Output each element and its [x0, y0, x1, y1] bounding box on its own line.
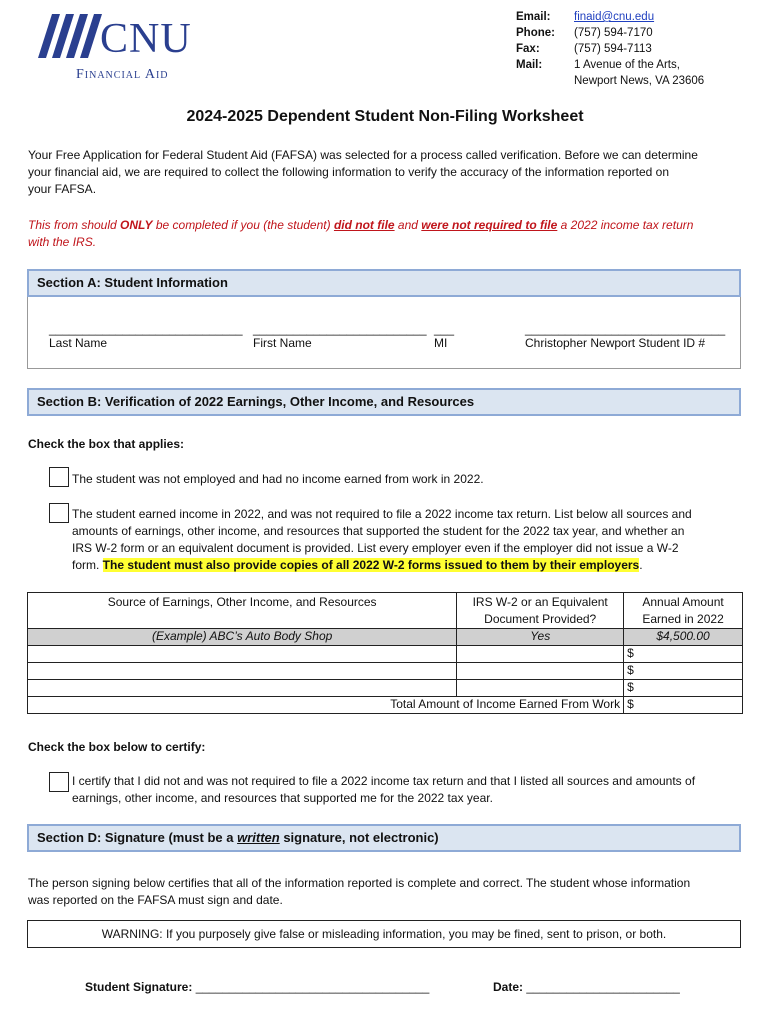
notice-text: and — [394, 218, 422, 232]
option-line: The student earned income in 2022, and was not required to file a 2022 income tax return. List below all sources and — [72, 507, 692, 521]
intro-line: your financial aid, we are required to collect the following information to verify the accuracy of the information reported on — [28, 165, 670, 179]
intro-line: your FAFSA. — [28, 182, 97, 196]
logo-subtitle: Financial Aid — [76, 67, 169, 82]
total-amount-cell[interactable]: $ — [624, 697, 743, 714]
amount-cell[interactable]: $ — [624, 646, 743, 663]
notice-text: a 2022 income tax return — [557, 218, 694, 232]
intro-paragraph — [28, 147, 743, 198]
signature-line: The person signing below certifies that all of the information reported is complete and correct. The student whose information — [28, 876, 691, 890]
no-income-checkbox[interactable] — [49, 467, 69, 487]
student-id-line[interactable]: ______________________________ — [525, 322, 726, 336]
example-source: (Example) ABC’s Auto Body Shop — [28, 629, 457, 646]
mi-line[interactable]: ___ — [434, 322, 455, 336]
notice-only: ONLY — [120, 218, 153, 232]
first-name-line[interactable]: __________________________ — [253, 322, 427, 336]
notice-not-required: were not required to file — [421, 218, 558, 232]
cnu-logo-stripes-icon — [38, 14, 102, 58]
logo-text: CNU — [100, 16, 192, 62]
section-d-title: Section D: Signature (must be a — [37, 830, 238, 845]
mi-label: MI — [434, 336, 448, 350]
option-line: amounts of earnings, other income, and resources that supported the student for the 2022 tax year, and whether an — [72, 524, 685, 538]
fax-value: (757) 594-7113 — [574, 43, 652, 55]
signature-line: was reported on the FAFSA must sign and date. — [28, 893, 283, 907]
example-provided: Yes — [457, 629, 624, 646]
student-id-label: Christopher Newport Student ID # — [525, 336, 706, 350]
provided-cell[interactable] — [457, 680, 624, 697]
table-row — [28, 680, 743, 697]
source-cell[interactable] — [28, 646, 457, 663]
date-field — [493, 979, 680, 996]
earned-income-option-text — [72, 506, 744, 574]
filing-notice — [28, 217, 743, 251]
table-row — [28, 646, 743, 663]
signature-paragraph — [28, 875, 743, 909]
certify-line: earnings, other income, and resources that supported me for the 2022 tax year. — [72, 791, 493, 805]
last-name-label: Last Name — [49, 336, 108, 350]
mail-label-2 — [516, 73, 574, 89]
first-name-label: First Name — [253, 336, 312, 350]
certify-text — [72, 773, 744, 807]
page-title: 2024-2025 Dependent Student Non-Filing Worksheet — [186, 108, 584, 125]
mail-value: 1 Avenue of the Arts, — [574, 59, 680, 71]
col-amount-header — [624, 593, 743, 629]
notice-did-not-file: did not file — [333, 218, 395, 232]
certify-checkbox[interactable] — [49, 772, 69, 792]
notice-text: be completed if you (the student) — [152, 218, 334, 232]
last-name-line[interactable]: _____________________________ — [49, 322, 243, 336]
earned-income-checkbox[interactable] — [49, 503, 69, 523]
provided-cell[interactable] — [457, 646, 624, 663]
date-label: Date: — [493, 980, 524, 994]
option-line: . — [639, 558, 643, 572]
email-label: Email: — [516, 11, 551, 23]
col-w2-header-l1: IRS W-2 or an Equivalent — [472, 595, 608, 609]
section-b-header: Section B: Verification of 2022 Earnings, Other Income, and Resources — [27, 388, 741, 416]
mail-value-2: Newport News, VA 23606 — [574, 75, 705, 87]
w2-highlight-text: The student must also provide copies of all 2022 W-2 forms issued to them by their employers — [102, 558, 640, 572]
fax-label: Fax: — [516, 43, 540, 55]
student-signature-label: Student Signature: — [85, 980, 193, 994]
check-box-label: Check the box that applies: — [28, 437, 185, 451]
col-amount-header-l1: Annual Amount — [642, 595, 724, 609]
phone-label: Phone: — [516, 27, 555, 39]
amount-cell[interactable]: $ — [624, 680, 743, 697]
phone-value: (757) 594-7170 — [574, 27, 653, 39]
date-line[interactable]: _______________________ — [526, 980, 680, 994]
student-signature-line[interactable]: ___________________________________ — [195, 980, 430, 994]
amount-cell[interactable]: $ — [624, 663, 743, 680]
example-amount: $4,500.00 — [624, 629, 743, 646]
student-signature-field — [85, 979, 429, 996]
section-d-written: written — [237, 830, 280, 845]
contact-info — [516, 9, 704, 89]
source-cell[interactable] — [28, 680, 457, 697]
notice-text: This from should — [28, 218, 121, 232]
source-cell[interactable] — [28, 663, 457, 680]
col-w2-header-l2: Document Provided? — [484, 612, 597, 626]
example-row — [28, 629, 743, 646]
certify-label: Check the box below to certify: — [28, 740, 206, 754]
option-line: IRS W-2 form or an equivalent document is provided. List every employer even if the employer did not issue a W-2 — [72, 541, 679, 555]
certify-line: I certify that I did not and was not required to file a 2022 income tax return and that I listed all sources and amounts of — [72, 774, 696, 788]
table-row — [28, 663, 743, 680]
section-d-header — [27, 824, 741, 852]
total-label: Total Amount of Income Earned From Work — [28, 697, 624, 714]
section-a-header: Section A: Student Information — [27, 269, 741, 297]
mail-label: Mail: — [516, 59, 543, 71]
total-row — [28, 697, 743, 714]
no-income-option-text: The student was not employed and had no income earned from work in 2022. — [72, 472, 484, 486]
col-amount-header-l2: Earned in 2022 — [642, 612, 724, 626]
table-header-row — [28, 593, 743, 629]
notice-line2: with the IRS. — [28, 235, 97, 249]
earnings-table — [27, 592, 743, 714]
provided-cell[interactable] — [457, 663, 624, 680]
intro-line: Your Free Application for Federal Student Aid (FAFSA) was selected for a process called verification. Before we can determine — [28, 148, 698, 162]
col-w2-header — [457, 593, 624, 629]
section-d-title: signature, not electronic) — [279, 830, 439, 845]
warning-box: WARNING: If you purposely give false or misleading information, you may be fined, sent to prison, or both. — [27, 920, 741, 948]
col-source-header: Source of Earnings, Other Income, and Resources — [28, 593, 457, 629]
email-link[interactable]: finaid@cnu.edu — [574, 11, 655, 23]
option-line: form. — [72, 558, 103, 572]
